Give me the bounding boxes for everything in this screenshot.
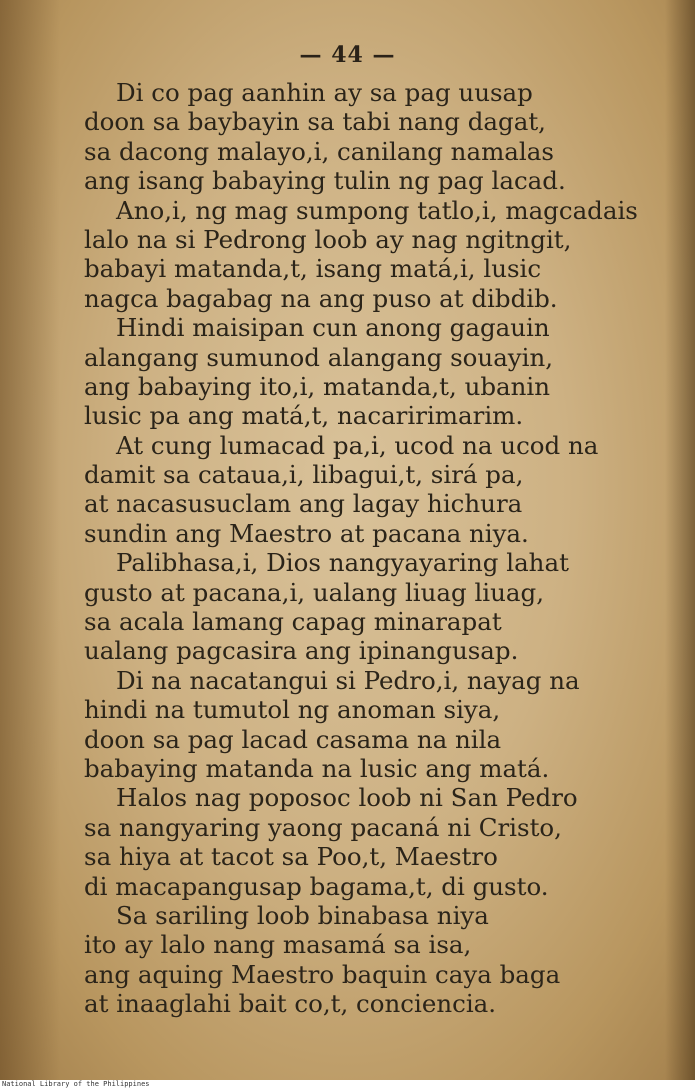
text-line: gusto at pacana,i, ualang liuag liuag, <box>84 577 544 607</box>
text-line: sundin ang Maestro at pacana niya. <box>84 518 529 548</box>
text-line: ang babaying ito,i, matanda,t, ubanin <box>84 371 551 401</box>
text-line: sa acala lamang capag minarapat <box>84 607 502 637</box>
text-line: alangang sumunod alangang souayin, <box>84 342 554 372</box>
text-line: ito ay lalo nang masamá sa isa, <box>84 930 472 960</box>
text-line: doon sa baybayin sa tabi nang dagat, <box>84 107 546 137</box>
text-line: lusic pa ang matá,t, nacaririmarim. <box>84 401 524 431</box>
text-line: Palibhasa,i, Dios nangyayaring lahat <box>116 548 569 578</box>
text-line: ang aquing Maestro baquin caya baga <box>84 959 561 989</box>
text-line: Hindi maisipan cun anong gagauin <box>116 313 550 343</box>
text-line: Di na nacatangui si Pedro,i, nayag na <box>116 665 580 695</box>
text-line: sa nangyaring yaong pacaná ni Cristo, <box>84 812 562 842</box>
text-line: Halos nag poposoc loob ni San Pedro <box>116 783 578 813</box>
text-line: ualang pagcasira ang ipinangusap. <box>84 636 519 666</box>
page-number: — 44 — <box>299 42 396 68</box>
text-line: at inaaglahi bait co,t, conciencia. <box>84 989 497 1019</box>
text-line: ang isang babaying tulin ng pag lacad. <box>84 166 566 196</box>
text-line: damit sa cataua,i, libagui,t, sirá pa, <box>84 460 524 490</box>
text-line: di macapangusap bagama,t, di gusto. <box>84 871 549 901</box>
text-line: sa hiya at tacot sa Poo,t, Maestro <box>84 842 498 872</box>
text-line: nagca bagabag na ang puso at dibdib. <box>84 283 558 313</box>
text-line: babaying matanda na lusic ang matá. <box>84 753 550 783</box>
text-line: doon sa pag lacad casama na nila <box>84 724 502 754</box>
poem-text-block <box>84 78 674 1019</box>
library-credit: National Library of the Philippines <box>2 1080 150 1088</box>
text-line: Ano,i, ng mag sumpong tatlo,i, magcadais <box>116 195 638 225</box>
text-line: sa dacong malayo,i, canilang namalas <box>84 136 554 166</box>
text-line: lalo na si Pedrong loob ay nag ngitngit, <box>84 224 572 254</box>
text-line: babayi matanda,t, isang matá,i, lusic <box>84 254 542 284</box>
text-line: Di co pag aanhin ay sa pag uusap <box>116 78 533 107</box>
text-line: at nacasusuclam ang lagay hichura <box>84 489 523 519</box>
text-line: At cung lumacad pa,i, ucod na ucod na <box>116 430 599 460</box>
text-line: hindi na tumutol ng anoman siya, <box>84 695 501 725</box>
text-line: Sa sariling loob binabasa niya <box>116 900 489 930</box>
